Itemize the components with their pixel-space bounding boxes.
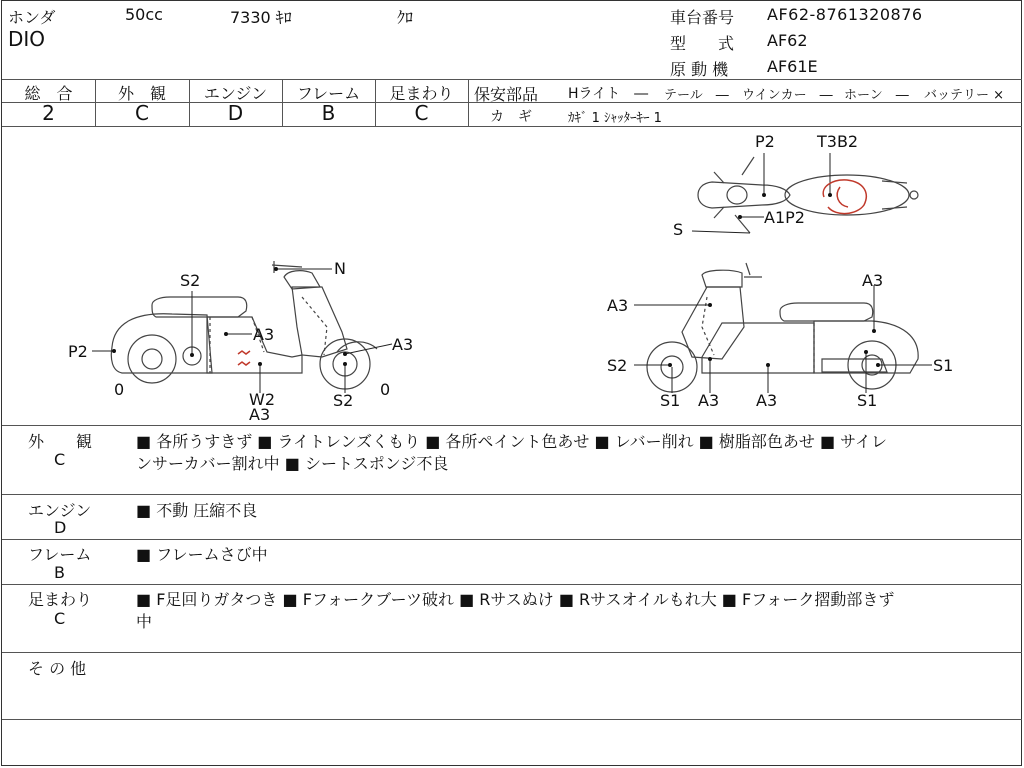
frame-grade: B (321, 101, 336, 125)
label-s2-top: S2 (180, 271, 201, 290)
safety-horn: ホーン ― (844, 88, 909, 103)
label-r-a3-top-right: A3 (862, 271, 884, 290)
frame-no: AF62-8761320876 (767, 5, 923, 24)
label-r-a3-low2: A3 (756, 391, 778, 410)
divider (2, 494, 1022, 495)
safety-winker: ウインカー ― (742, 88, 833, 103)
label-r-s2: S2 (607, 356, 628, 375)
engine-label: 原 動 機 (670, 60, 729, 79)
safety-headlight: Hライト ― (568, 86, 649, 102)
type-label: 型 式 (670, 34, 735, 53)
type-value: AF62 (767, 31, 808, 50)
label-zero-right: 0 (380, 380, 391, 399)
remark-exterior-line2: ンサーカバー割れ中 ■ シートスポンジ不良 (136, 454, 449, 473)
remark-engine-text: ■ 不動 圧縮不良 (136, 501, 258, 520)
label-r-a3-top-left: A3 (607, 296, 629, 315)
suspension-grade-label: 足まわり (389, 84, 454, 103)
remark-suspension-grade: C (54, 609, 66, 628)
divider (2, 584, 1022, 585)
remark-exterior-line1: ■ 各所うすきず ■ ライトレンズくもり ■ 各所ペイント色あせ ■ レバー削れ ■ 樹脂部色あせ ■ サイレ (136, 432, 888, 451)
label-a1p2: A1P2 (764, 208, 805, 227)
remark-frame-text: ■ フレームさび中 (136, 545, 268, 564)
remark-engine-label: エンジン (28, 501, 92, 520)
label-w2: W2 (249, 390, 275, 409)
safety-taillight: テール ― (664, 88, 729, 103)
maker: ホンダ (8, 8, 56, 27)
label-r-s1-rear: S1 (857, 391, 878, 410)
label-t3b2: T3B2 (817, 132, 859, 151)
overall-grade: 2 (42, 101, 55, 125)
divider (468, 79, 469, 126)
inspection-sheet (1, 0, 1022, 766)
engine-grade-label: エンジン (203, 84, 268, 103)
frame-grade-label: フレーム (296, 84, 361, 103)
key-value: ｶｷﾞ 1 ｼｬｯﾀｰｷｰ 1 (568, 111, 662, 126)
label-r-a3-low1: A3 (698, 391, 720, 410)
key-label: カ ギ (490, 109, 532, 125)
remark-exterior-grade: C (54, 450, 66, 469)
remark-suspension-line2: 中 (136, 612, 153, 631)
remark-frame-label: フレーム (28, 545, 92, 564)
divider (2, 79, 1022, 80)
frame-no-label: 車台番号 (670, 8, 735, 27)
label-a3-front: A3 (392, 335, 414, 354)
remark-suspension-label: 足まわり (28, 590, 93, 609)
label-a3-mid: A3 (253, 325, 275, 344)
label-a3-low: A3 (249, 405, 271, 424)
engine-value: AF61E (767, 57, 818, 76)
displacement: 50cc (125, 5, 163, 24)
suspension-grade: C (414, 101, 429, 125)
engine-grade: D (227, 101, 244, 125)
overall-label: 総 合 (24, 84, 73, 103)
label-n: N (334, 259, 346, 278)
color: ｸﾛ (397, 8, 414, 27)
label-s2-bottom: S2 (333, 391, 354, 410)
divider (2, 425, 1022, 426)
remark-suspension-line1: ■ F足回りガタつき ■ Fフォークブーツ破れ ■ Rサスぬけ ■ Rサスオイルもれ大 ■ Fフォーク摺動部きず (136, 590, 895, 609)
label-s: S (673, 220, 684, 239)
label-top-p2: P2 (755, 132, 775, 151)
exterior-label: 外 観 (117, 84, 166, 103)
divider (2, 652, 1022, 653)
remark-other-label: そ の 他 (28, 659, 87, 678)
exterior-grade: C (135, 101, 149, 125)
scooter-top-view (698, 157, 918, 233)
divider (2, 719, 1022, 720)
label-r-s1-front: S1 (660, 391, 681, 410)
divider (2, 539, 1022, 540)
label-r-s1-right: S1 (933, 356, 954, 375)
remark-exterior-label: 外 観 (28, 432, 93, 451)
safety-battery: バッテリー × (924, 88, 1005, 103)
label-p2: P2 (68, 342, 88, 361)
mileage: 7330 ｷﾛ (230, 8, 292, 27)
scooter-left-view (111, 261, 377, 389)
safety-label: 保安部品 (474, 85, 539, 104)
remark-frame-grade: B (54, 563, 65, 582)
model-name: DIO (8, 27, 46, 51)
label-zero-left: 0 (114, 380, 125, 399)
remark-engine-grade: D (54, 518, 67, 537)
